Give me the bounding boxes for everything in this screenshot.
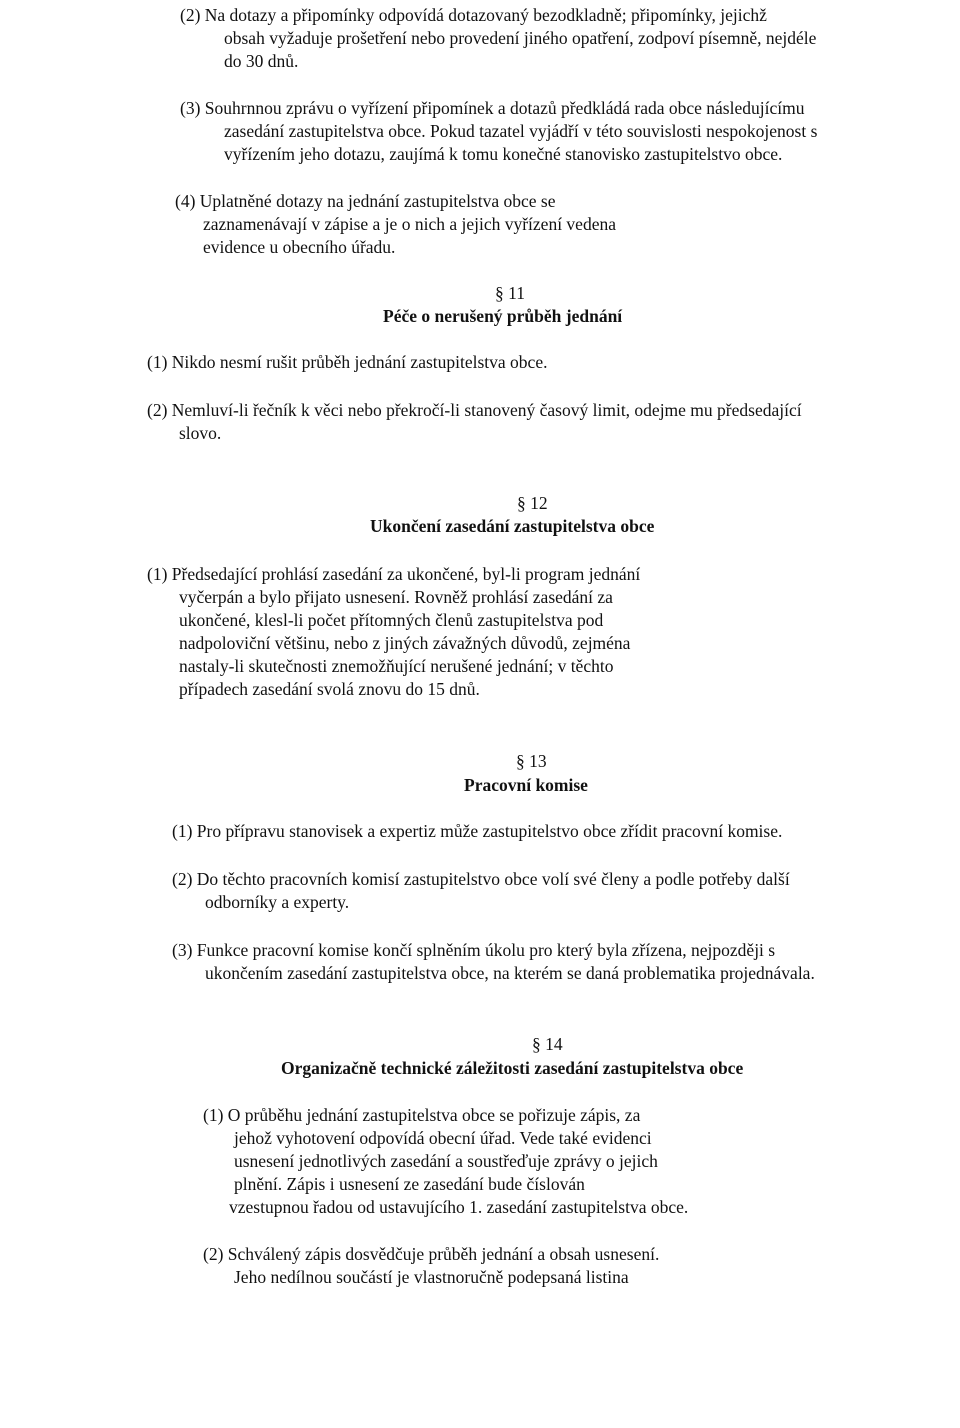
s13-p3-line-1: (3) Funkce pracovní komise končí splněním úkolu pro který byla zřízena, nejpozději s [172,940,776,960]
top-p2-line-1: (2) Na dotazy a připomínky odpovídá dotazovaný bezodkladně; připomínky, jejichž [180,5,767,25]
s11-p2-line-2: slovo. [179,423,222,443]
s14-p1-line-2: jehož vyhotovení odpovídá obecní úřad. Vede také evidenci [234,1128,652,1148]
top-p3-line-1: (3) Souhrnnou zprávu o vyřízení připomínek a dotazů předkládá rada obce následujícímu [180,98,805,118]
top-p2-line-3: do 30 dnů. [224,51,299,71]
section-14-number: § 14 [532,1034,563,1054]
top-p4-line-3: evidence u obecního úřadu. [203,237,396,257]
s13-p2-line-1: (2) Do těchto pracovních komisí zastupitelstvo obce volí své členy a podle potřeby další [172,869,790,889]
section-14-title: Organizačně technické záležitosti zasedání zastupitelstva obce [281,1058,744,1078]
s14-p1-line-5: vzestupnou řadou od ustavujícího 1. zasedání zastupitelstva obce. [229,1197,689,1217]
s12-p1-line-1: (1) Předsedající prohlásí zasedání za ukončené, byl-li program jednání [147,564,641,584]
s13-p3-line-2: ukončením zasedání zastupitelstva obce, na kterém se daná problematika projednávala. [205,963,815,983]
section-13-number: § 13 [516,751,547,771]
s11-p2-line-1: (2) Nemluví-li řečník k věci nebo překročí-li stanovený časový limit, odejme mu předsedající [147,400,802,420]
s14-p1-line-4: plnění. Zápis i usnesení ze zasedání bude číslován [234,1174,585,1194]
top-p2-line-2: obsah vyžaduje prošetření nebo provedení jiného opatření, zodpoví písemně, nejdéle [224,28,817,48]
s14-p2-line-1: (2) Schválený zápis dosvědčuje průběh jednání a obsah usnesení. [203,1244,660,1264]
section-11-title: Péče o nerušený průběh jednání [383,306,623,326]
s12-p1-line-2: vyčerpán a bylo přijato usnesení. Rovněž prohlásí zasedání za [179,587,613,607]
s14-p1-line-1: (1) O průběhu jednání zastupitelstva obce se pořizuje zápis, za [203,1105,641,1125]
top-p4-line-1: (4) Uplatněné dotazy na jednání zastupitelstva obce se [175,191,556,211]
s12-p1-line-6: případech zasedání svolá znovu do 15 dnů. [179,679,480,699]
s11-p1: (1) Nikdo nesmí rušit průběh jednání zastupitelstva obce. [147,352,548,372]
s14-p2-line-2: Jeho nedílnou součástí je vlastnoručně podepsaná listina [234,1267,629,1287]
top-p3-line-2: zasedání zastupitelstva obce. Pokud tazatel vyjádří v této souvislosti nespokojenost s [224,121,818,141]
section-11-number: § 11 [495,283,525,303]
top-p4-line-2: zaznamenávají v zápise a je o nich a jejich vyřízení vedena [203,214,616,234]
s13-p1: (1) Pro přípravu stanovisek a expertiz může zastupitelstvo obce zřídit pracovní komise. [172,821,783,841]
section-13-title: Pracovní komise [464,775,588,795]
s13-p2-line-2: odborníky a experty. [205,892,350,912]
s14-p1-line-3: usnesení jednotlivých zasedání a soustřeďuje zprávy o jejich [234,1151,658,1171]
s12-p1-line-5: nastaly-li skutečnosti znemožňující nerušené jednání; v těchto [179,656,614,676]
section-12-number: § 12 [517,493,548,513]
section-12-title: Ukončení zasedání zastupitelstva obce [370,516,655,536]
s12-p1-line-3: ukončené, klesl-li počet přítomných členů zastupitelstva pod [179,610,604,630]
top-p3-line-3: vyřízením jeho dotazu, zaujímá k tomu konečné stanovisko zastupitelstvo obce. [224,144,783,164]
s12-p1-line-4: nadpoloviční většinu, nebo z jiných závažných důvodů, zejména [179,633,631,653]
